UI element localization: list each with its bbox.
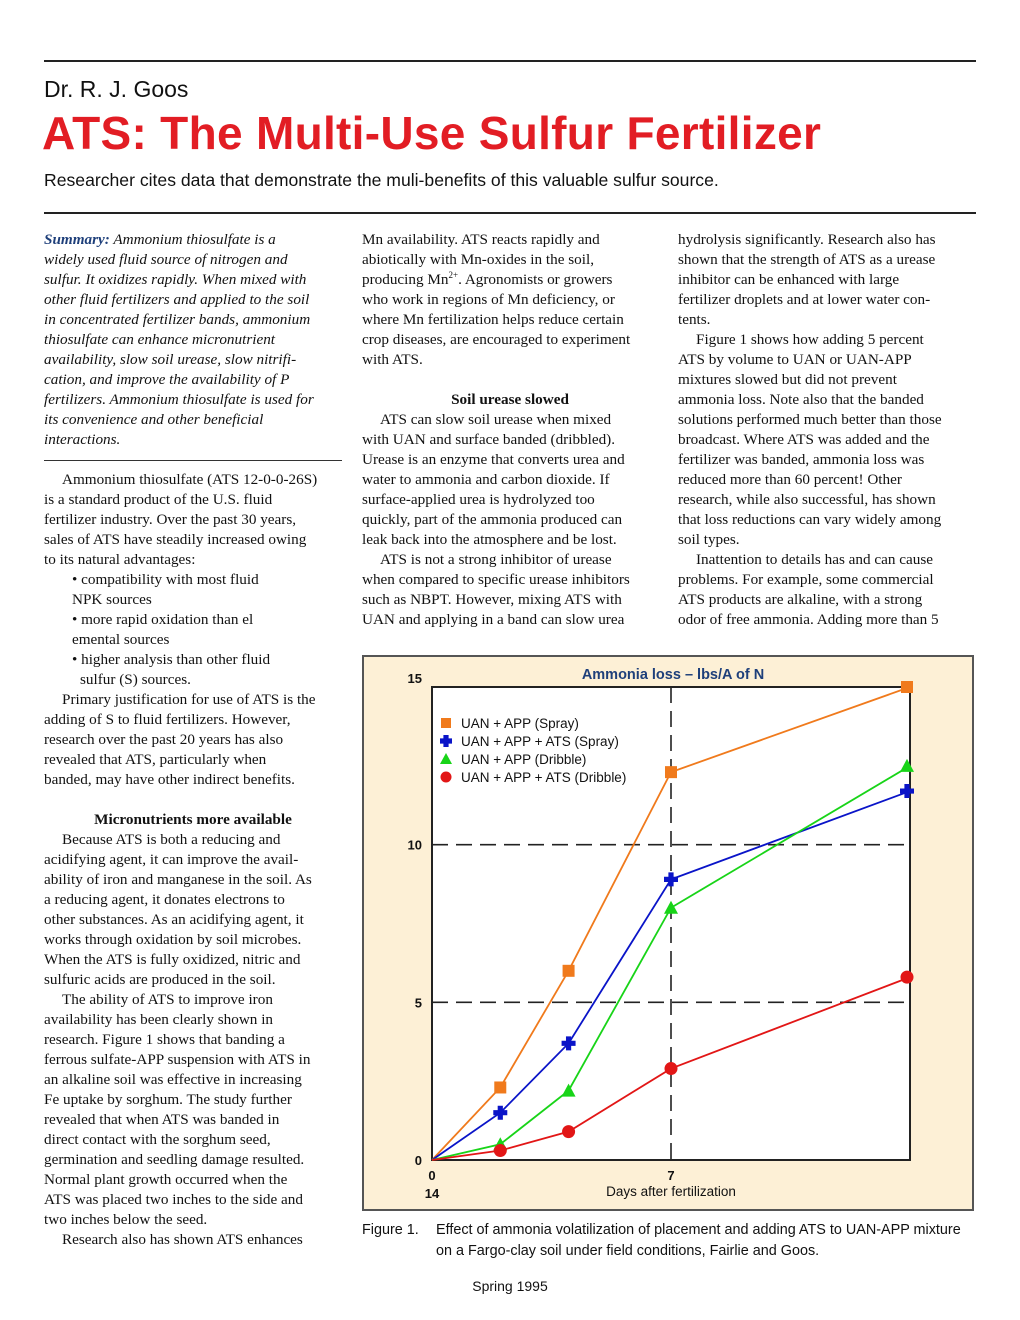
caption-label: Figure 1.	[362, 1222, 419, 1238]
body-line: ferrous sulfate-APP suspension with ATS in	[44, 1051, 311, 1068]
body-line: odor of free ammonia. Adding more than 5	[678, 611, 939, 628]
body-line: water to ammonia and carbon dioxide. If	[362, 471, 610, 488]
body-line: revealed that ATS, particularly when	[44, 751, 267, 768]
body-line: acidifying agent, it can improve the avail-	[44, 851, 299, 868]
y-tick-label: 15	[407, 671, 422, 686]
bullet-line: • higher analysis than other fluid	[72, 651, 271, 668]
body-line: research over the past 20 years has also	[44, 731, 284, 748]
x-tick-label: 14	[424, 1186, 440, 1201]
legend-label: UAN + APP + ATS (Spray)	[461, 734, 619, 749]
body-line: two inches below the seed.	[44, 1211, 208, 1228]
page-footer: Spring 1995	[472, 1278, 548, 1294]
body-line: banded, may have other indirect benefits.	[44, 771, 295, 788]
column-1	[44, 230, 342, 1250]
column-3	[678, 230, 976, 630]
data-point	[494, 1144, 507, 1157]
body-line: abiotically with Mn-oxides in the soil,	[362, 251, 595, 268]
body-line: Research also has shown ATS enhances	[62, 1231, 303, 1248]
chart-title: Ammonia loss – lbs/A of N	[581, 667, 765, 683]
body-line: with UAN and surface banded (dribbled).	[362, 431, 616, 448]
body-line: ATS was placed two inches to the side and	[44, 1191, 303, 1208]
legend-marker	[441, 718, 451, 728]
summary-line: interactions.	[44, 431, 121, 448]
body-line: UAN and applying in a band can slow urea	[362, 611, 625, 628]
body-line: Mn availability. ATS reacts rapidly and	[362, 231, 600, 248]
bullet-line: • compatibility with most fluid	[72, 571, 259, 588]
summary-line: cation, and improve the availability of P	[44, 371, 290, 388]
body-line: where Mn fertilization helps reduce certain	[362, 311, 624, 328]
data-point	[562, 1125, 575, 1138]
x-tick-label: 0	[428, 1168, 436, 1183]
body-line: direct contact with the sorghum seed,	[44, 1131, 271, 1148]
body-line: leak back into the atmosphere and be lost.	[362, 531, 617, 548]
body-line: reduced more than 60 percent! Other	[678, 471, 902, 488]
body-line: sulfuric acids are produced in the soil.	[44, 971, 276, 988]
body-line: Primary justification for use of ATS is the	[62, 691, 316, 708]
superscript: 2+	[448, 269, 459, 280]
figure-caption	[362, 1220, 974, 1262]
legend-marker	[441, 772, 452, 783]
body-line: shown that the strength of ATS as a urease	[678, 251, 936, 268]
body-line: revealed that when ATS was banded in	[44, 1111, 280, 1128]
section-heading: Micronutrients more available	[94, 811, 292, 828]
body-line: Ammonium thiosulfate (ATS 12-0-0-26S)	[62, 471, 318, 488]
body-line: works through oxidation by soil microbes.	[44, 931, 302, 948]
body-line: fertilizer droplets and at lower water con-	[678, 291, 931, 308]
y-tick-label: 0	[414, 1153, 422, 1168]
body-line: fertilizer industry. Over the past 30 years,	[44, 511, 297, 528]
data-point	[665, 766, 677, 778]
body-line: problems. For example, some commercial	[678, 571, 934, 588]
summary-line: fertilizers. Ammonium thiosulfate is used for	[44, 391, 314, 408]
chart-svg	[364, 657, 972, 1209]
body-line: an alkaline soil was effective in increasing	[44, 1071, 302, 1088]
y-tick-label: 5	[414, 995, 422, 1011]
body-line: availability has been clearly shown in	[44, 1011, 274, 1028]
body-line: fertilizer was banded, ammonia loss was	[678, 451, 925, 468]
body-line: crop diseases, are encouraged to experiment	[362, 331, 631, 348]
caption-text: Effect of ammonia volatilization of placement and adding ATS to UAN-APP mixture on a Fargo-clay soil under field conditions, Fairlie and Goos.	[436, 1222, 961, 1259]
bullet-line: sulfur (S) sources.	[80, 671, 191, 688]
body-line: hydrolysis significantly. Research also has	[678, 231, 936, 248]
body-line: that loss reductions can vary widely among	[678, 511, 942, 528]
figure-1-chart	[362, 655, 974, 1211]
body-line: soil types.	[678, 531, 740, 548]
body-line: Fe uptake by sorghum. The study further	[44, 1091, 292, 1108]
data-point	[494, 1081, 506, 1093]
body-line: other substances. As an acidifying agent, it	[44, 911, 304, 928]
body-line: research, while also successful, has shown	[678, 491, 936, 508]
summary-line: sulfur. It oxidizes rapidly. When mixed with	[44, 271, 307, 288]
body-line: When the ATS is fully oxidized, nitric and	[44, 951, 301, 968]
x-tick-label: 7	[667, 1168, 675, 1183]
body-line: such as NBPT. However, mixing ATS with	[362, 591, 622, 608]
body-line: is a standard product of the U.S. fluid	[44, 491, 273, 508]
body-line: Normal plant growth occurred when the	[44, 1171, 288, 1188]
header-bottom-rule	[44, 212, 976, 214]
body-line: ability of iron and manganese in the soil. As	[44, 871, 312, 888]
body-line: broadcast. Where ATS was added and the	[678, 431, 930, 448]
data-point	[563, 965, 575, 977]
body-line: The ability of ATS to improve iron	[62, 991, 273, 1008]
body-line: ATS by volume to UAN or UAN-APP	[678, 351, 912, 368]
body-line: sales of ATS have steadily increased owing	[44, 531, 307, 548]
summary-label: Summary:	[44, 231, 110, 248]
summary-line: its convenience and other beneficial	[44, 411, 264, 428]
bullet-line: NPK sources	[72, 591, 152, 608]
summary-line: Ammonium thiosulfate is a	[113, 231, 276, 248]
column-2	[362, 230, 658, 630]
body-line: ammonia loss. Note also that the banded	[678, 391, 924, 408]
summary-line: in concentrated fertilizer bands, ammonium	[44, 311, 311, 328]
data-point	[901, 971, 914, 984]
body-line: quickly, part of the ammonia produced can	[362, 511, 623, 528]
body-line: adding of S to fluid fertilizers. However,	[44, 711, 291, 728]
body-line: when compared to specific urease inhibitors	[362, 571, 630, 588]
legend-label: UAN + APP (Spray)	[461, 716, 579, 731]
section-heading: Soil urease slowed	[451, 391, 569, 408]
summary-divider	[44, 460, 342, 461]
article-title: ATS: The Multi-Use Sulfur Fertilizer	[42, 107, 822, 159]
data-point	[665, 1062, 678, 1075]
body-line: producing $Mn^{2+}$. Agronomists or growers	[362, 269, 613, 288]
body-line: Because ATS is both a reducing and	[62, 831, 281, 848]
summary-line: other fluid fertilizers and applied to the soil	[44, 291, 310, 308]
bullet-line: • more rapid oxidation than el	[72, 611, 254, 628]
body-line: Figure 1 shows how adding 5 percent	[696, 331, 924, 348]
body-line: with ATS.	[362, 351, 423, 368]
summary-line: widely used fluid source of nitrogen and	[44, 251, 288, 268]
body-line: solutions performed much better than those	[678, 411, 942, 428]
legend-label: UAN + APP + ATS (Dribble)	[461, 770, 627, 785]
body-line: who work in regions of Mn deficiency, or	[362, 291, 615, 308]
body-line: a reducing agent, it donates electrons to	[44, 891, 285, 908]
legend-label: UAN + APP (Dribble)	[461, 752, 587, 767]
x-axis-label: Days after fertilization	[606, 1184, 736, 1199]
body-line: to its natural advantages:	[44, 551, 196, 568]
body-line: ATS can slow soil urease when mixed	[380, 411, 612, 428]
body-line: mixtures slowed but did not prevent	[678, 371, 897, 388]
body-line: tents.	[678, 311, 711, 328]
top-rule	[44, 60, 976, 62]
body-line: inhibitor can be enhanced with large	[678, 271, 900, 288]
body-line: surface-applied urea is hydrolyzed too	[362, 491, 595, 508]
summary-line: availability, slow soil urease, slow nitrifi-	[44, 351, 297, 368]
body-line: ATS products are alkaline, with a strong	[678, 591, 923, 608]
bullet-line: emental sources	[72, 631, 170, 648]
data-point	[901, 681, 913, 693]
summary-line: thiosulfate can enhance micronutrient	[44, 331, 276, 348]
body-line: germination and seedling damage resulted.	[44, 1151, 305, 1168]
body-line: research. Figure 1 shows that banding a	[44, 1031, 285, 1048]
y-tick-label: 10	[407, 837, 422, 853]
author-name: Dr. R. J. Goos	[44, 76, 189, 102]
body-line: Inattention to details has and can cause	[696, 551, 934, 568]
body-line: Urease is an enzyme that converts urea and	[362, 451, 625, 468]
summary-block	[44, 230, 342, 450]
article-subtitle: Researcher cites data that demonstrate the muli-benefits of this valuable sulfur source.	[44, 170, 719, 190]
body-line: ATS is not a strong inhibitor of urease	[380, 551, 612, 568]
